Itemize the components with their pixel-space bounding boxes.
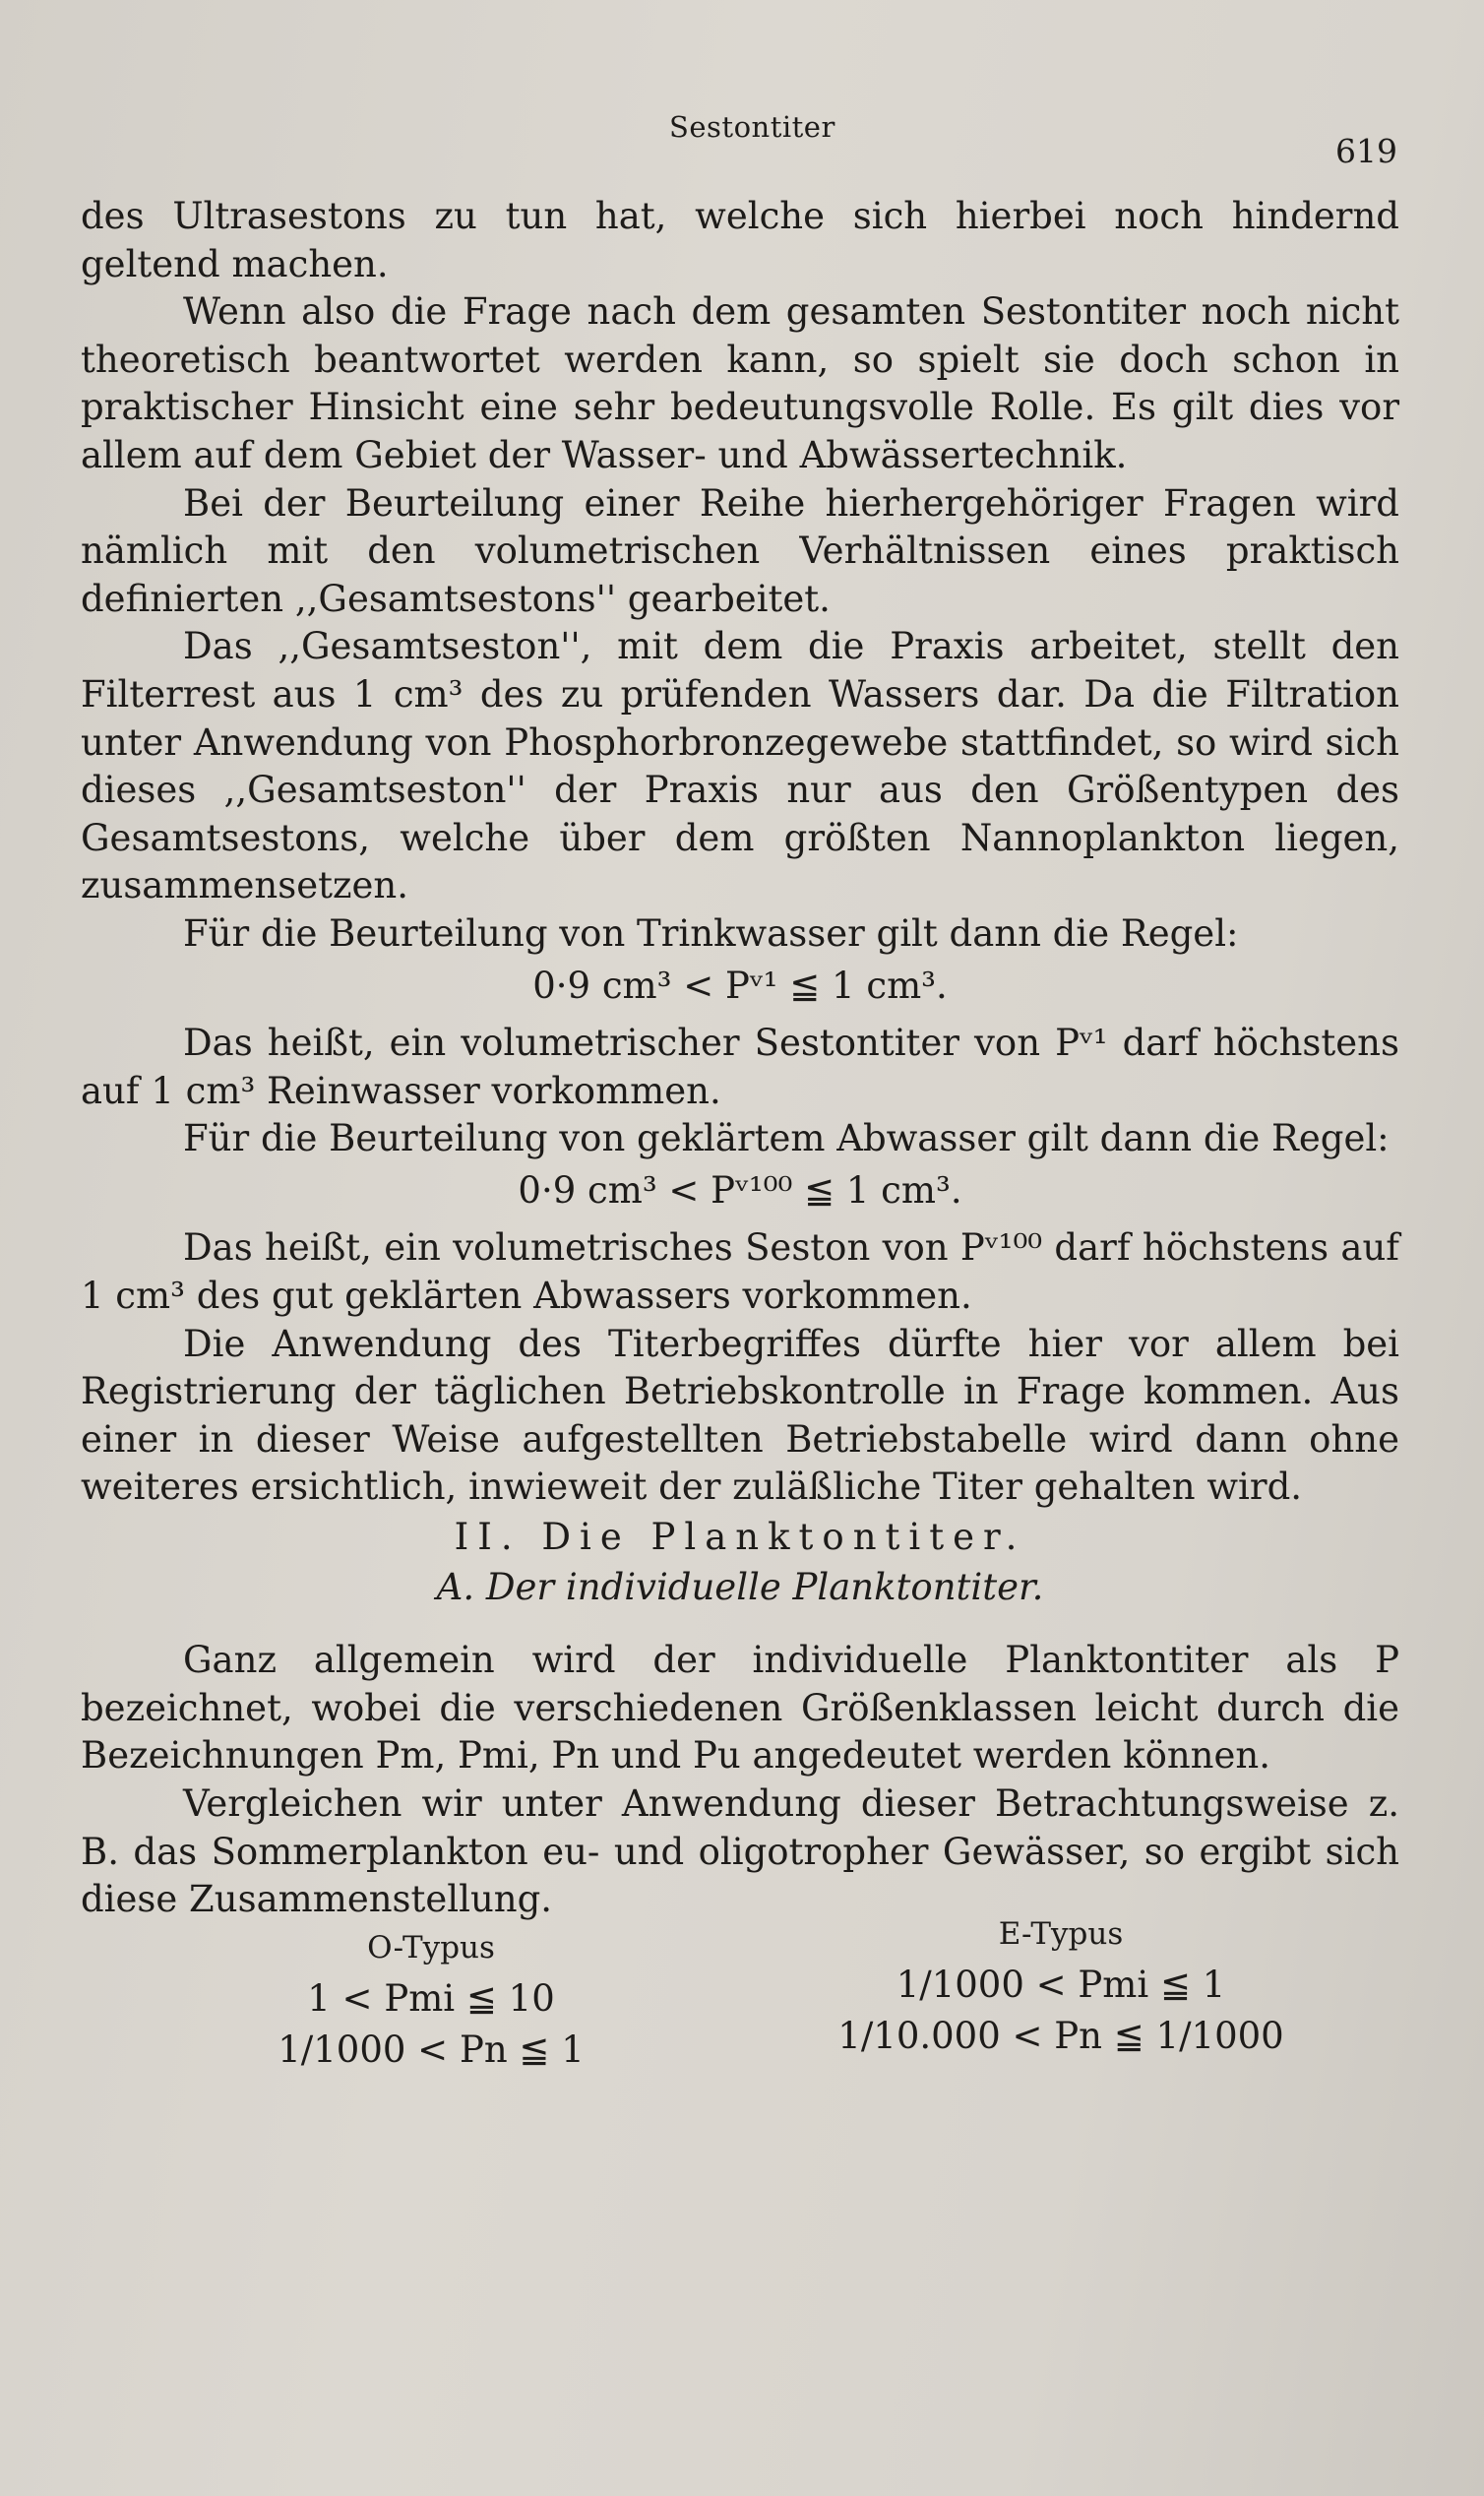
paragraph: Das heißt, ein volumetrisches Seston von Pᵛ¹⁰⁰ darf höchstens auf 1 cm³ des gut geklärten Abwassers vorkommen. <box>81 1226 1399 1318</box>
paragraph: des Ultrasestons zu tun hat, welche sich hierbei noch hindernd geltend machen. <box>81 195 1399 285</box>
formula-waste-water: 0·9 cm³ < Pᵛ¹⁰⁰ ≦ 1 cm³. <box>518 1168 962 1212</box>
e-type-label: E-Typus <box>998 1915 1124 1952</box>
paragraph: Für die Beurteilung von geklärtem Abwasser gilt dann die Regel: <box>183 1117 1390 1160</box>
o-type-label: O-Typus <box>367 1929 495 1966</box>
running-head-title: Sestontiter <box>669 110 835 144</box>
e-type-row: 1/1000 < Pmi ≦ 1 <box>896 1963 1226 2006</box>
paragraph: Das ,,Gesamtseston'', mit dem die Praxis arbeitet, stellt den Filterrest aus 1 cm³ des zu prüfenden Wassers dar. Da die Filtration unter Anwendung von Phosphorbronzegewebe stattfindet, so wird sich dieses ,,Gesamtseston'' der Praxis nur aus den Größentypen des Gesamtsestons, welche über dem größten Nannoplankton liegen, zusammensetzen. <box>81 625 1399 907</box>
page-number: 619 <box>1335 132 1397 170</box>
paragraph: Bei der Beurteilung einer Reihe hierhergehöriger Fragen wird nämlich mit den volumetrischen Verhältnissen eines praktisch definierten ,,Gesamtsestons'' gearbeitet. <box>81 481 1399 620</box>
formula-drinking-water: 0·9 cm³ < Pᵛ¹ ≦ 1 cm³. <box>532 964 948 1007</box>
o-type-column <box>175 1928 687 2076</box>
o-type-row: 1/1000 < Pn ≦ 1 <box>278 2028 585 2071</box>
page-body <box>81 193 1399 2086</box>
paragraph: Vergleichen wir unter Anwendung dieser Betrachtungsweise z. B. das Sommerplankton eu- und oligotropher Gewässer, so ergibt sich diese Zusammenstellung. <box>81 1782 1399 1921</box>
paragraph: Wenn also die Frage nach dem gesamten Sestontiter noch nicht theoretisch beantwortet werden kann, so spielt sie doch schon in praktischer Hinsicht eine sehr bedeutungsvolle Rolle. Es gilt dies vor allem auf dem Gebiet der Wasser- und Abwässertechnik. <box>81 290 1399 476</box>
section-heading: II. Die Planktontiter. <box>454 1516 1026 1559</box>
e-type-row: 1/10.000 < Pn ≦ 1/1000 <box>837 2014 1284 2057</box>
paragraph: Das heißt, ein volumetrischer Sestontiter von Pᵛ¹ darf höchstens auf 1 cm³ Reinwasser vorkommen. <box>81 1022 1399 1112</box>
running-head <box>0 110 1484 169</box>
paragraph: Ganz allgemein wird der individuelle Planktontiter als P bezeichnet, wobei die verschiedenen Größenklassen leicht durch die Bezeichnungen Pm, Pmi, Pn und Pu angedeutet werden können. <box>81 1639 1399 1778</box>
o-type-row: 1 < Pmi ≦ 10 <box>307 1976 555 2020</box>
paragraph: Die Anwendung des Titerbegriffes dürfte hier vor allem bei Registrierung der täglichen Betriebskontrolle in Frage kommen. Aus einer in dieser Weise aufgestellten Betriebstabelle wird dann ohne weiteres ersichtlich, inwieweit der zuläßliche Titer gehalten wird. <box>81 1322 1399 1509</box>
section-subheading: A. Der individuelle Planktontiter. <box>436 1565 1044 1608</box>
e-type-column <box>785 1914 1336 2062</box>
paragraph: Für die Beurteilung von Trinkwasser gilt dann die Regel: <box>183 911 1239 955</box>
comparison-table <box>81 1915 1399 2086</box>
